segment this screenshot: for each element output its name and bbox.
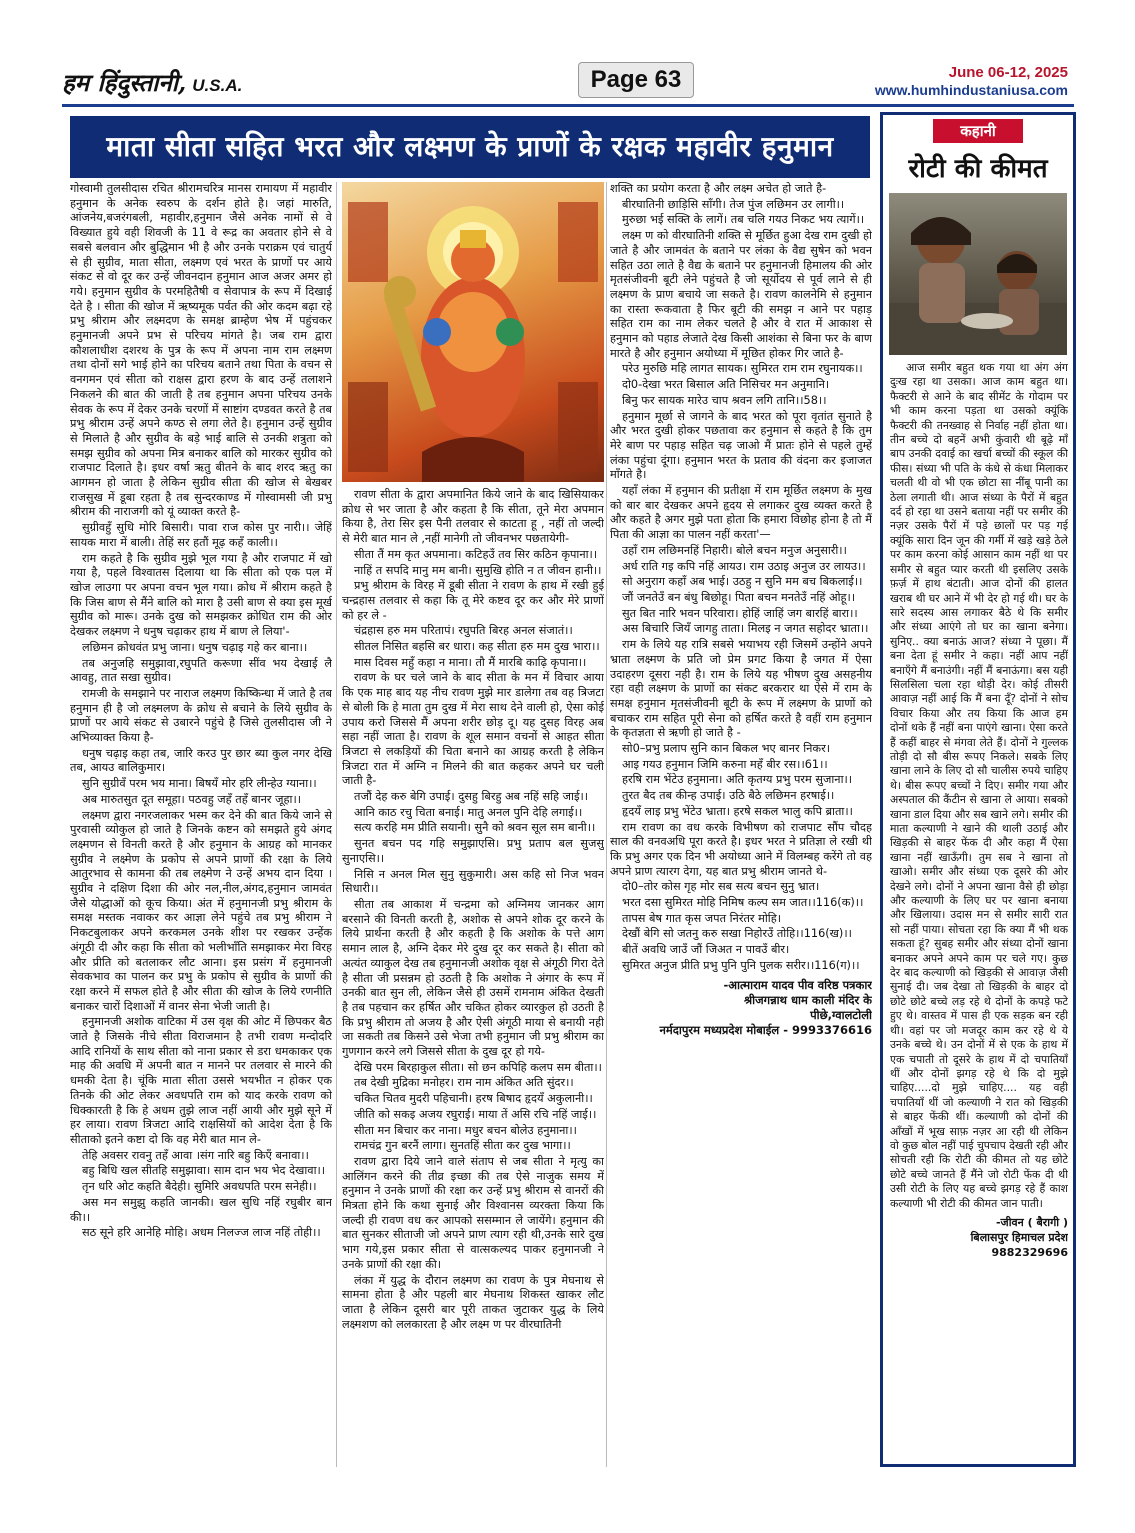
paragraph: लक्ष्मण द्वारा नगरजलाकर भस्म कर देने की बात किये जाने से पुरवासी व्योकुल हो जाते है जिनके कष्टन को समझते हुये अंगद लक्ष्मणन से विनती करते है और हनुमान के आग्रह को मानकर सुग्रीव ने लक्ष्मेण के प्रकोप से अपने प्राणों की रक्षा के लिये आतुरभाव से कामना की तब लक्ष्मेण ने उन्हें अभय दान दिया । सुग्रीव ने दक्षिण दिशा की ओर नल,नील,अंगद,हनुमान जामवंत जैसे योद्धाओं को कूच किया। अंत में हनुमानजी प्रभु श्रीराम के समक्ष मस्तक नवाकर कर आज्ञा लेने पहुंचे तब प्रभु श्रीराम ने निकटबुलाकर अपने करकमल उनके शीश पर रखकर उन्हेंक अंगूठी दी और कहा कि सीता को भलीभाँति समझाकर मेरा विरह और प्रीति को बतलाकर लौट आना। इस प्रसंग में हनुमानजी सेवकभाव का पालन कर प्रभु के प्रकोप से सुग्रीव के प्राणों की रक्षा करने में सफल होते है और सीता की खोज के लिये रणनीति बनाकर चारों दिशाओं में वानर सेना भेजी जाती है। [70, 808, 332, 1013]
paragraph: सुनि सुग्रीवँ परम भय माना। बिषयँ मोर हरि लीन्हेउ ग्याना।। [82, 777, 317, 791]
paragraph: तजौं देह करु बेगि उपाई। दुसहु बिरहु अब नहिं सहि जाई।। [354, 790, 589, 804]
paragraph: रावण द्वारा दिये जाने वाले संताप से जब सीता ने मृत्यु का आलिंगन करने की तीव्र इच्छा की तब ऐसे नाजुक समय में हनुमान ने उनके प्राणों की रक्षा कर उन्हें प्रभु श्रीराम से वानरों की मित्रता होने कि कथा सुनाई और विश्वानस व्यरक्ता किया कि जल्दी ही रावण वध कर आपको ससम्मान ले जायेंगे। हनुमान की बात सुनकर सीताजी जो अपने प्राण त्याग रही थी,उनके सारे दुख भाग गये,इस प्रकार सीता से वात्सकल्यद पाकर हनुमानजी ने उनके प्राणों की रक्षा की। [342, 1154, 604, 1271]
story-signature [890, 1215, 1068, 1260]
paragraph: लक्ष्म ण को वीरघातिनी शक्ति से मूर्छित हुआ देख राम दुखी हो जाते है और जामवंत के बताने पर लंका के वैद्य सुषेन को भवन सहित उठा लाते है वैद्य के बताने पर हनुमानजी हिमालय की ओर मृतसंजीवनी बूटी लेने पहुंचते है जो सूर्योदय से पूर्व लाने से ही लक्ष्मण के प्राण बचाये जा सकते है। रावण कालनेमि से हनुमान का रास्ता रूकवाता है फिर बूटी की समझ न आने पर पहाड़ सहित राम का नाम लेकर चलते है और वे रात में आकाश से हनुमान को पहाड लेजाते देख किसी आशंका से बिना फर के बाण मारते है और हनुमान अयोध्या में मूछित होकर गिर जाते है- [610, 229, 872, 360]
paragraph: देखौं बेगि सो जतनु करु सखा निहोरउँ तोहि।।116(ख)।। [622, 927, 852, 941]
paragraph: उहाँ राम लछिमनहिं निहारी। बोले बचन मनुज अनुसारी।। [622, 543, 847, 557]
paragraph: रावण सीता के द्वारा अपमानित किये जाने के बाद खिसियाकर क्रोध से भर जाता है और कहता है कि सीता, तूने मेरा अपमान किया है, तेरा सिर इस पैनी तलवार से काटता हू , नहीं तो जल्दी से मेरी बात मान ले ,नहीं मानेगी तो जीवनभर पछतायेगी- [342, 488, 604, 546]
paragraph: सीता तब आकाश में चन्द्रमा को अग्निमय जानकर आग बरसाने की विनती करती है, अशोक से अपने शोक दूर करने के लिये प्रार्थना करती है और कहती है कि अशोक के पत्ते आग समान लाल है, अग्नि देकर मेरे दुख दूर कर सकते है। सीता को अत्यंत व्याकुल देख तब हनुमानजी अशोक वृक्ष से अंगूठी गिरा देते है सीता जी प्रसन्नम हो उठती है कि अशोक ने अंगार के रूप में उनकी बात सुन ली, लेकिन जैसे ही उसमें रामनाम अंकित देखती है तब पहचान कर हर्षित और चकित होकर व्यारकुल हो उठती है कि प्रभु श्रीराम तो अजय है और ऐसी अंगूठी माया से बनायी नही जा सकती तब किसने उसे भेजा तभी हनुमान जी प्रभु श्रीराम का गुणगान करने लगे जिससे सीता के दुख दूर हो गये- [342, 897, 604, 1059]
byline-address-2: पीछे,ग्वालटोली [810, 1007, 872, 1022]
story-paragraph: आज समीर बहुत थक गया था अंग अंग दुःख रहा था उसका। आज काम बहुत था। फैक्टरी से आने के बाद सीमेंट के गोदाम पर भी काम करना पड़ता था उसको क्यूंकि फैक्टरी की तनख्वाह से निर्वाह नहीं होता था। तीन बच्चे दो बहनें अभी कुंवारी थी बूढ़े माँ बाप उनकी दवाई का खर्चा बच्चों की स्कूल की फीस। संध्या भी पति के कंधे से कंधा मिलाकर चलती थी वो भी एक छोटा सा नींबू पानी का ठेला लगाती थी। आज संध्या के पैरों में बहुत दर्द हो रहा था उसने बताया नहीं पर समीर की नज़र उसके पैरों में पड़े छालों पर पड़ गई क्यूंकि सारा दिन जून की गर्मी में खड़े खड़े ठेले पर काम करना कोई आसान काम नहीं था पर समीर से बहुत प्यार करती थी इसलिए उसके फ़र्ज़ में हाथ बंटाती। आज दोनों की हालत खराब थी घर आने में भी देर हो गई थी। घर के सारे सदस्य आस लगाकर बैठे थे कि समीर और संध्या आएंगे तो घर का खाना बनेगा। सुनिए.. क्या बनाऊं आज? संध्या ने पूछा। मैं बना देता हूं समीर ने कहा। नहीं आप नहीं बनाएँगे मैं बनाउंगी। नहीं मैं बनाऊंगा। बस यही सिलसिला चला रहा थोड़ी देर। कोई तीसरी आवाज़ नहीं आई कि मैं बना दूँ? दोनों ने सोच विचार किया और तय किया कि आज हम दोनों थके हैं नहीं बना पाएंगे खाना। ऐसा करते हैं कहीं बाहर से मंगवा लेते हैं। दोनों ने गुल्लक तोड़ी दो सौ बीस रूपए निकले। सबके लिए खाना लाने के लिए दो सौ चालीस रुपये चाहिए थे। बीस रूपए बच्चों ने दिए। समीर गया और अस्पताल की कैंटीन से खाना ले आया। सबको खाना डाल दिया और सब खाने लगे। समीर की माता कल्याणी ने खाने की थाली उठाई और खिड़की से बाहर फेंक दी और कहा मैं ऐसा खाना नहीं खाऊँगी। तुम सब ने खाना तो खाओ। समीर और संध्या एक दूसरे की ओर देखने लगे। दोनों ने अपना खाना वैसे ही छोड़ा और कल्याणी के लिए घर पर खाना बनाया और खिलाया। उदास मन से समीर सारी रात सो नहीं पाया। सोचता रहा कि क्या मैं भी थक सकता हूं? सुबह समीर और संध्या दोनों खाना बनाकर अपने अपने काम पर चले गए। कुछ देर बाद कल्याणी को खिड़की से आवाज़ जैसी सुनाई दी। जब देखा तो खिड़की के बाहर दो छोटे छोटे बच्चे लड़ रहे थे दोनों के कपड़े फटे हुए थे। वास्तव में पास ही एक सड़क बन रही थी। वहां पर जो मजदूर काम कर रहे थे ये उनके बच्चे थे। उन दोनों में से एक के हाथ में एक चपाती तो दूसरे के हाथ में दो चपातियाँ थीं और दोनों झगड़ रहे थे कि दो मुझे चाहिए.....दो मुझे चाहिए.... यह वही चपातियाँ थीं जो कल्याणी ने रात को खिड़की से बाहर फेंकी थीं। कल्याणी को दोनों की आँखों में भूख साफ़ नज़र आ रही थी लेकिन वो कुछ बोल नहीं पाई चुपचाप देखती रही और सोचती रही कि रोटी की कीमत तो यह छोटे छोटे बच्चे जानते हैं मैंने जो रोटी फेंक दी थी उसी रोटी के लिए यह बच्चे झगड़ रहे हैं काश कल्याणी भी रोटी की कीमत जान पाती। [890, 361, 1068, 1210]
paper-logo [62, 66, 242, 99]
paragraph: अर्ध राति गइ कपि नहिं आयउ। राम उठाइ अनुज उर लायउ।। [622, 559, 866, 573]
story-author: -जीवन ( बैरागी ) [995, 1215, 1068, 1229]
paragraph: सठ सूने हरि आनेहि मोहि। अधम निलज्ज लाज नहिं तोही।। [82, 1226, 321, 1240]
paragraph: निसि न अनल मिल सुनु सुकुमारी। अस कहि सो निज भवन सिधारी।। [342, 867, 604, 896]
paragraph: सत्य करहि मम प्रीति सयानी। सुनै को श्रवन सूल सम बानी।। [354, 821, 596, 835]
page-number-badge: Page 63 [578, 62, 694, 98]
masthead [62, 62, 1074, 104]
paragraph: तुरत बैद तब कीन्ह उपाई। उठि बैठे लछिमन हरषाई।। [622, 789, 835, 803]
column-divider [606, 182, 607, 1467]
byline-contact: नर्मदापुरम मध्यप्रदेश मोबाईल - 9993376616 [659, 1022, 872, 1037]
paragraph: चकित चितव मुदरी पहिचानी। हरष बिषाद हृदयँ अकुलानी।। [354, 1092, 593, 1106]
paragraph: राम कहते है कि सुग्रीव मुझे भूल गया है और राजपाट में खो गया है, पहले विश्वातस दिलाया था कि सीता को एक पल में खोज लाउगा पर अपना वचन भूल गया। क्रोध में श्रीराम कहते है कि जिस बाण से मैंने बालि को मारा है उसी बाण से क्या इस मूर्ख सुग्रीव को मारू। उनके दुख को समझकर क्रोधित राम की ओर देखकर लक्ष्मण ने धनुष चढ़ाकर हाथ में बाण ले लिया'- [70, 551, 332, 639]
paragraph: तेहि अवसर रावनु तहँ आवा ।संग नारि बहु किएँ बनावा।। [82, 1148, 309, 1162]
paragraph: देखि परम बिरहाकुल सीता। सो छन कपिहि कलप सम बीता।। [354, 1060, 602, 1074]
column-divider [336, 182, 337, 1467]
paragraph: सुमिरत अनुज प्रीति प्रभु पुनि पुनि पुलक सरीर।।116(ग)।। [622, 958, 860, 972]
paragraph: सो अनुराग कहाँ अब भाई। उठहु न सुनि मम बच बिकलाई।। [622, 575, 863, 589]
children-eating-photo [889, 193, 1067, 355]
article-headline: माता सीता सहित भरत और लक्ष्मण के प्राणों के रक्षक महावीर हनुमान [70, 116, 870, 178]
paragraph: दो0-देखा भरत बिसाल अति निसिचर मन अनुमानि। [622, 378, 830, 392]
paragraph: तृन धरि ओट कहति बैदेही। सुमिरि अवधपति परम सनेही।। [82, 1180, 317, 1194]
hanuman-illustration [342, 182, 604, 482]
story-category-badge: कहानी [933, 119, 1023, 143]
paragraph: यहाँ लंका में हनुमान की प्रतीक्षा में राम मूर्छित लक्ष्मण के मुख को बार बार देखकर अपने हृदय से लगाकर दुख व्यक्त करते है और कहते है अगर मुझे पता होता कि हमारा विछोह होना है तो मैं पिता की आज्ञा का पालन नहीं करता'— [610, 484, 872, 542]
article-byline [610, 978, 872, 1038]
paragraph: परेउ मुरुछि महि लागत सायक। सुमिरत राम राम रघुनायक।। [622, 362, 863, 376]
paragraph: राम रावण का वध करके विभीषण को राजपाट सौंप चौदह साल की वनवअधि पूरा करते है। इधर भरत ने प्रतिज्ञा ले रखी थी कि प्रभु अगर एक दिन भी अयोध्या आने में विलम्बह करेंगे तो वह अपने प्राण त्यारग देगा, यह बात प्रभु श्रीराम जानते थे- [610, 820, 872, 878]
paragraph: मुरुछा भई सक्ति के लागें। तब चलि गयउ निकट भय त्यागें।। [622, 213, 865, 227]
paragraph: बिनु फर सायक मारेउ चाप श्रवन लगि तानि।।58।। [622, 393, 827, 407]
paragraph: लंका में युद्ध के दौरान लक्ष्मण का रावण के पुत्र मेघनाथ से सामना होता है और पहली बार मेघनाथ शिकस्त खाकर लौट जाता है लेकिन दूसरी बार पूरी ताकत जुटाकर युद्ध के लिये लक्ष्मशण को ललकारता है और लक्ष्म ण पर वीरघातिनी [342, 1273, 604, 1331]
paragraph: बहु बिधि खल सीतहि समुझावा। साम दान भय भेद देखावा।। [82, 1164, 326, 1178]
paragraph: रावण के घर चले जाने के बाद सीता के मन में विचार आया कि एक माह बाद यह नीच रावण मुझे मार डालेगा तब वह त्रिजटा से बोली कि हे माता तुम दुख में मेरा साथ देने वाली हो, ऐसा कोई उपाय करो जिससे मैं अपना शरीर छोड़ दू। यह दुसह विरह अब सहा नहीं जाता है। रावण के शूल समान वचनों से आहत सीता त्रिजटा से लकड़ियों की चिता बनाने का आग्रह करती है लेकिन त्रिजटा रात में अग्नि न मिलने की बात कहकर अपने घर चली जाती है- [342, 671, 604, 788]
website-url[interactable]: www.humhindustaniusa.com [874, 82, 1068, 98]
paragraph: सुग्रीवहुँ सुधि मोरि बिसारी। पावा राज कोस पुर नारी।। जेहिं सायक मारा में बाली। तेहिं सर हतौं मूढ़ कहँ काली।। [70, 521, 332, 549]
paragraph: लछिमन क्रोधवंत प्रभु जाना। धनुष चढ़ाइ गहे कर बाना।। [82, 640, 308, 654]
paragraph: अब मारुतसुत दूत समूहा। पठवहु जहँ तहँ बानर जूहा।। [82, 792, 302, 806]
paragraph: बीरघातिनी छाड़िसि साँगी। तेज पुंज लछिमन उर लागी।। [622, 197, 845, 211]
article-column-2 [342, 182, 604, 1467]
paper-name: हम हिंदुस्तानी, [62, 68, 187, 97]
paragraph: हृदयँ लाइ प्रभु भेंटेउ भ्राता। हरषे सकल भालु कपि ब्राता।। [622, 804, 853, 818]
paragraph: तब अनुजहि समुझावा,रघुपति करूणा सींव भय देखाई लै आवहु, तात सखा सुग्रीव। [70, 656, 332, 685]
paragraph: राम के लिये यह रात्रि सबसे भयाभय रही जिसमें उन्होंने अपने भ्राता लक्ष्मण के प्रति जो प्रेम प्रगट किया है जगत में ऐसा उदाहरण दूसरा नही है। राम के लिये यह भीषण दुख असहनीय रहा वही लक्ष्मण के प्राणों का संकट बरकरार था ऐसे में राम के समक्ष हनुमान मृतसंजीवनी बूटी के रूप में लक्ष्मण के प्राणों को बचाकर राम सहित पूरी सेना को हर्षित करते है वहीं राम हनुमान के कृतज्ञता से ऋणी हो जाते है - [610, 638, 872, 740]
paragraph: चंद्रहास हरु मम परितापं। रघुपति बिरह अनल संजातं।। [354, 624, 573, 638]
paragraph: हनुमानजी अशोक वाटिका में उस वृक्ष की ओट में छिपकर बैठ जाते है जिसके नीचे सीता विराजमान है तभी रावण मन्दोदरि आदि रानियों के साथ सीता को नाना प्रकार से डरा धमकाकर एक माह की अवधि में अपनी बात न मानने पर तलवार से मारने की धमकी देता है। चूंकि माता सीता उससे भयभीत न होकर एक तिनके की ओट लेकर अवधपति राम को याद करके रावण को धिक्कारती है कि हे अधम तुझे लाज नहीं आयी और मुझे सूने में हर लाया। रावण त्रिजटा आदि राक्षसियों को आदेश देता है कि सीताको इतने कष्टा दो कि वह मेरी बात मान ले- [70, 1015, 332, 1146]
paragraph: आनि काठ रचु चिता बनाई। मातु अनल पुनि देहि लगाई।। [354, 805, 583, 819]
story-text [890, 361, 1068, 1461]
paragraph: हनुमान मूर्छा से जागने के बाद भरत को पूरा वृतांत सुनाते है और भरत दुखी होकर पछतावा कर हनुमान से कहते है कि तुम मेरे बाण पर पहाड़ सहित चढ़ जाओ मैं प्रातः होने से पहले तुम्हें लंका पहुंचा दूंगा। हनुमान भरत के प्रताव की वंदना कर इजाजत माँगते है। [610, 409, 872, 482]
children-photo-icon [889, 193, 1067, 355]
paragraph: रामजी के समझाने पर नाराज लक्ष्मण किष्किन्धा में जाते है तब हनुमान ही है जो लक्ष्मलण के क्रोध से बचाने के लिये सुग्रीव के प्राणों पर आये संकट से उबारने पहुंचे है जिसे तुलसीदास जी ने अभिव्याक्त किया है- [70, 686, 332, 745]
hanuman-figure-icon [342, 182, 604, 482]
article-body [70, 182, 870, 1467]
story-author-place: बिलासपुर हिमाचल प्रदेश [970, 1230, 1068, 1244]
paragraph: सुनत बचन पद गहि समुझाएसि। प्रभु प्रताप बल सुजसु सुनाएसि।। [342, 837, 604, 865]
story-sidebar [880, 112, 1076, 1467]
paragraph: अस मन समुझु कहति जानकी। खल सुधि नहिं रघुबीर बान की।। [70, 1195, 332, 1224]
paragraph: सुत बित नारि भवन परिवारा। होहिं जाहिं जग बारहिं बारा।। [622, 606, 858, 620]
paragraph: सीता मन बिचार कर नाना। मधुर बचन बोलेउ हनुमाना।। [354, 1123, 577, 1137]
byline-author: -आत्माराम यादव पीव वरिष्ठ पत्रकार [723, 977, 872, 992]
story-title: रोटी की कीमत [908, 154, 1048, 184]
article-column-1 [70, 182, 332, 1467]
paragraph: दो0–तोर कोस गृह मोर सब सत्य बचन सुनु भ्रात। [622, 880, 820, 894]
paragraph: गोस्वामी तुलसीदास रचित श्रीरामचरित्र मानस रामायण में महावीर हनुमान के अनेक स्वरुप के दर्शन होते है। जहां मारुति, आंजनेय,बजरंगबली, महावीर,हनुमान जैसे अनेक नामों से वे विख्यात हुये वही शिवजी के 11 वे रूद्र का अवतार होने से वे सबसे बलवान और बुद्धिमान भी है और उनके पराक्रम एवं चातुर्य से ही सुग्रीव, माता सीता, लक्ष्मण एवं भरत के प्राणों पर आये संकट से वो दूर कर उन्हें जीवनदान हनुमान आज अजर अमर हो गये। हनुमान सुग्रीव के परमहितैषी व सेवापात्र के रूप में दिखाई देते है । सीता की खोज में ऋष्यमूक पर्वत की ओर कदम बढ़ा रहे प्रभु श्रीराम और लक्ष्मदण के समक्ष ब्राम्हेण भेष में पहुंचकर हनुमानजी अपने प्रभ से परिचय मांगते है। जब राम द्वारा कौशलाधीश दशरथ के पुत्र के रूप में अपना नाम राम लक्ष्मण तथा दोनों सगे भाई होने का परिचय बताने तथा पिता के वचन से वनगमन एवं सीता को राक्षस द्वारा हरण के बाद उन्हें तलाशने निकलने की बात की जाती है तब हनुमान अपना परिचय उनके सेवक के रूप में देकर उनके चरणों में साष्टांग दण्डवत करते है तब प्रभु श्रीराम उन्हें अपने कण्ठ से लगा लेते है। हनुमान उन्हें सुग्रीव से मिलाते है और सुग्रीव के बड़े भाई बालि से उनकी शत्रुता को समझ सुग्रीव को अपना मित्र बनाकर बालि को मारकर सुग्रीव को राजपाट दिलाते है। इधर वर्षा ऋतु बीतने के बाद शरद ऋतु का आगमन हो जाता है लेकिन सुग्रीव सीता की खोज से बेखबर राजसुख में डूबा रहता है तब सुन्दरकाण्ड में गोस्वामसी जी प्रभु श्रीराम की नाराजगी को यूं व्याक्त करते है- [70, 182, 332, 519]
paragraph: हरषि राम भेंटेउ हनुमाना। अति कृतग्य प्रभु परम सुजाना।। [622, 773, 853, 787]
paragraph: आइ गयउ हनुमान जिमि करुना महँ बीर रस।।61।। [622, 757, 828, 771]
paragraph: भरत दसा सुमिरत मोहि निमिष कल्प सम जात।।116(क)।। [622, 896, 864, 910]
paragraph: मास दिवस महुँ कहा न माना। तौ मैं मारबि काढ़ि कृपाना।। [354, 655, 587, 669]
paragraph: तब देखी मुद्रिका मनोहर। राम नाम अंकित अति सुंदर।। [354, 1076, 574, 1090]
paragraph: रामचंद्र गुन बरनैं लागा। सुनतहिं सीता कर दुख भागा।। [354, 1139, 571, 1153]
story-author-phone: 9882329696 [991, 1245, 1068, 1259]
paragraph: तापस बेष गात कृस जपत निरंतर मोहि। [622, 911, 781, 925]
byline-address-1: श्रीजगन्नाथ धाम काली मंदिर के [743, 992, 872, 1007]
article-column-3 [610, 182, 872, 1467]
paragraph: शक्ति का प्रयोग करता है और लक्ष्म अचेत हो जाते है- [610, 182, 827, 195]
paragraph: सो0–प्रभु प्रलाप सुनि कान बिकल भए बानर निकर। [622, 742, 830, 756]
paragraph: सीतल निसित बहसि बर धारा। कह सीता हरु मम दुख भारा।। [354, 640, 600, 654]
paragraph: अस बिचारि जियँ जागहु ताता। मिलइ न जगत सहोदर भ्राता।। [622, 622, 869, 636]
paragraph: सीता तैं मम कृत अपमाना। कटिहउँ तव सिर कठिन कृपाना।। [354, 547, 598, 561]
paragraph: धनुष चढ़ाइ कहा तब, जारि करउ पुर छार ब्या कुल नगर देखि तब, आयउ बालिकुमार। [70, 746, 332, 775]
paragraph: जौं जनतेउँ बन बंधु बिछोहू। पिता बचन मनतेउँ नहिं ओहू।। [622, 590, 856, 604]
paper-region: U.S.A. [192, 76, 243, 95]
paragraph: बीतें अवधि जाउँ जौं जिअत न पावउँ बीर। [622, 943, 790, 957]
paragraph: नाहिं त सपदि मानु मम बानी। सुमुखि होति न त जीवन हानी।। [354, 563, 602, 577]
issue-date: June 06-12, 2025 [948, 64, 1068, 81]
masthead-rule [62, 104, 1074, 107]
paragraph: जीति को सकइ अजय रघुराई। माया तें असि रचि नहिं जाई।। [354, 1107, 597, 1121]
paragraph: प्रभु श्रीराम के विरह में डूबी सीता ने रावण के हाथ में रखी हुई चन्द्रहास तलवार से कहा कि तू मेरे कष्टव दूर कर और मेरे प्राणों को हर ले - [342, 579, 604, 622]
